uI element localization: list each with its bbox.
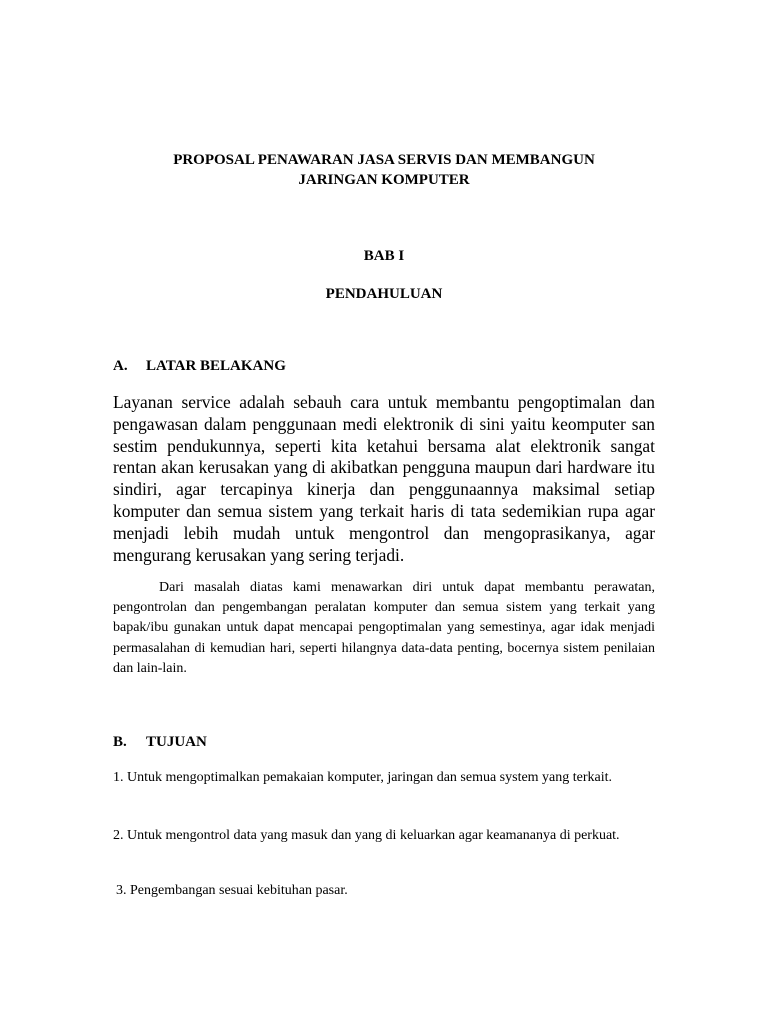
chapter-number: BAB I — [363, 248, 405, 264]
section-a-letter: A. — [113, 358, 128, 374]
section-b-title: TUJUAN — [146, 734, 207, 750]
background-paragraph-1: Layanan service adalah sebauh cara untuk membantu pengoptimalan dan pengawasan dalam penggunaan medi elektronik di sini yaitu keomputer san sestim pendukunnya, seperti kita ketahui bersama alat elektronik sangat rentan akan kerusakan yang di akibatkan pengguna maupun dari hardware itu sindiri, agar tercapinya kinerja dan penggunaannya maksimal setiap komputer dan semua sistem yang terkait haris di tata sedemikian rupa agar menjadi lebih mudah untuk mengontrol dan mengoprasikanya, agar mengurang kerusakan yang sering terjadi. — [113, 392, 655, 565]
section-b-letter: B. — [113, 734, 127, 750]
section-b-heading — [113, 732, 207, 752]
document-title-line-1: PROPOSAL PENAWARAN JASA SERVIS DAN MEMBANGUN — [173, 152, 595, 168]
section-a-title: LATAR BELAKANG — [146, 358, 286, 374]
chapter-title: PENDAHULUAN — [325, 286, 443, 302]
document-title-line-2: JARINGAN KOMPUTER — [298, 172, 470, 188]
section-a-heading — [113, 356, 286, 376]
objective-item-1: 1. Untuk mengoptimalkan pemakaian komputer, jaringan dan semua system yang terkait. — [113, 770, 613, 785]
objective-item-3: 3. Pengembangan sesuai kebituhan pasar. — [116, 883, 348, 898]
background-paragraph-2: Dari masalah diatas kami menawarkan diri untuk dapat membantu perawatan, pengontrolan dan pengembangan peralatan komputer dan semua sistem yang terkait yang bapak/ibu gunakan untuk dapat mencapai pengoptimalan yang semestinya, agar idak menjadi permasalahan di kemudian hari, seperti hilangnya data-data penting, bocernya sistem penilaian dan lain-lain. — [113, 580, 655, 676]
objective-item-2: 2. Untuk mengontrol data yang masuk dan yang di keluarkan agar keamananya di perkuat. — [113, 828, 620, 843]
